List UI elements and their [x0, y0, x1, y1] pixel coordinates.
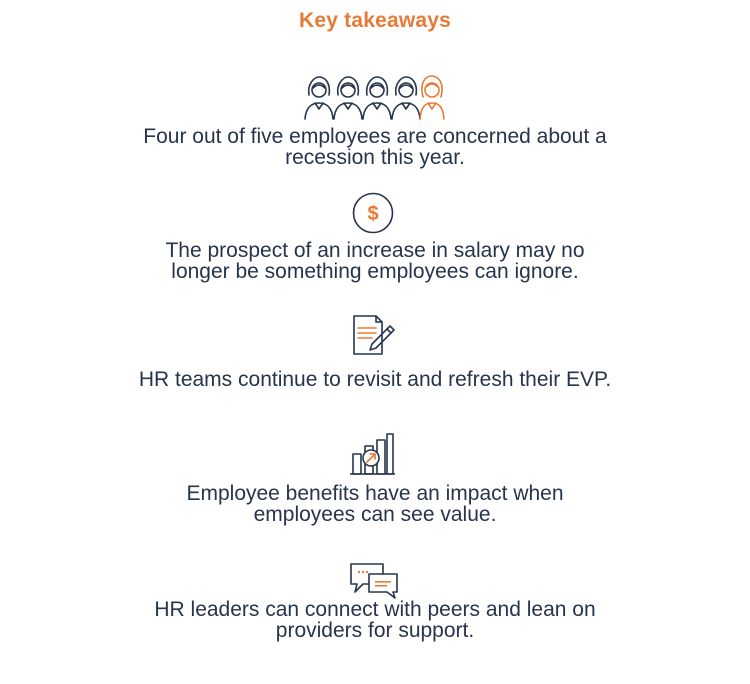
- chat-bubbles-icon: [349, 562, 399, 600]
- people-group-icon: [303, 73, 445, 121]
- takeaway-text-1: Four out of five employees are concerned about a recession this year.: [143, 125, 607, 169]
- takeaway-text-4: Employee benefits have an impact when employees can see value.: [186, 482, 564, 526]
- takeaway-text-3: HR teams continue to revisit and refresh their EVP.: [138, 368, 612, 391]
- takeaway-text-5: HR leaders can connect with peers and lean on providers for support.: [154, 598, 596, 642]
- dollar-circle-icon: [352, 192, 394, 234]
- bar-chart-growth-icon: [349, 432, 397, 476]
- svg-text:$: $: [367, 203, 379, 225]
- takeaway-text-2: The prospect of an increase in salary may no longer be something employees can ignore.: [165, 239, 585, 283]
- page-title: Key takeaways: [298, 9, 452, 32]
- document-pen-icon: [352, 314, 396, 356]
